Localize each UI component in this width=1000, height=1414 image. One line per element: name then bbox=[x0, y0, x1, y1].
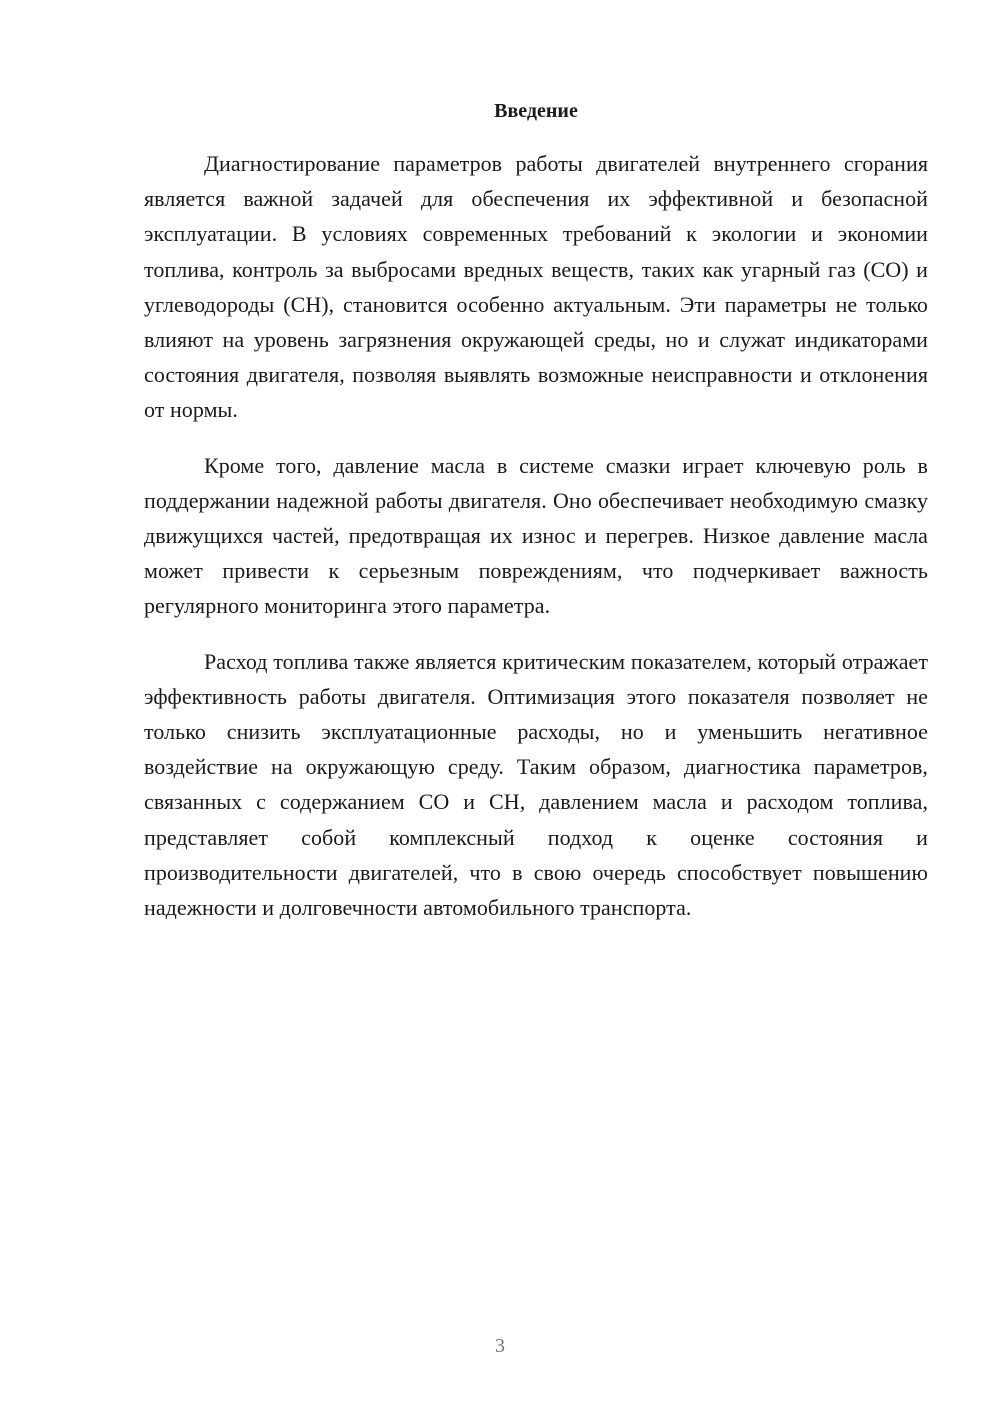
page-content bbox=[144, 98, 928, 925]
page-number: 3 bbox=[495, 1335, 505, 1357]
paragraph-3: Расход топлива также является критическим показателем, который отражает эффективность работы двигателя. Оптимизация этого показателя позволяет не только снизить эксплуатационные расходы, но и уменьшить негативное воздействие на окружающую среду. Таким образом, диагностика параметров, связанных с содержанием CO и CH, давлением масла и расходом топлива, представляет собой комплексный подход к оценке состояния и производительности двигателей, что в свою очередь способствует повышению надежности и долговечности автомобильного транспорта. bbox=[144, 648, 928, 921]
paragraph-1: Диагностирование параметров работы двигателей внутреннего сгорания является важной задачей для обеспечения их эффективной и безопасной эксплуатации. В условиях современных требований к экологии и экономии топлива, контроль за выбросами вредных веществ, таких как угарный газ (CO) и углеводороды (CH), становится особенно актуальным. Эти параметры не только влияют на уровень загрязнения окружающей среды, но и служат индикаторами состояния двигателя, позволяя выявлять возможные неисправности и отклонения от нормы. bbox=[144, 151, 928, 423]
section-heading: Введение bbox=[494, 100, 578, 122]
paragraph-2: Кроме того, давление масла в системе смазки играет ключевую роль в поддержании надежной работы двигателя. Оно обеспечивает необходимую смазку движущихся частей, предотвращая их износ и перегрев. Низкое давление масла может привести к серьезным повреждениям, что подчеркивает важность регулярного мониторинга этого параметра. bbox=[144, 452, 928, 619]
